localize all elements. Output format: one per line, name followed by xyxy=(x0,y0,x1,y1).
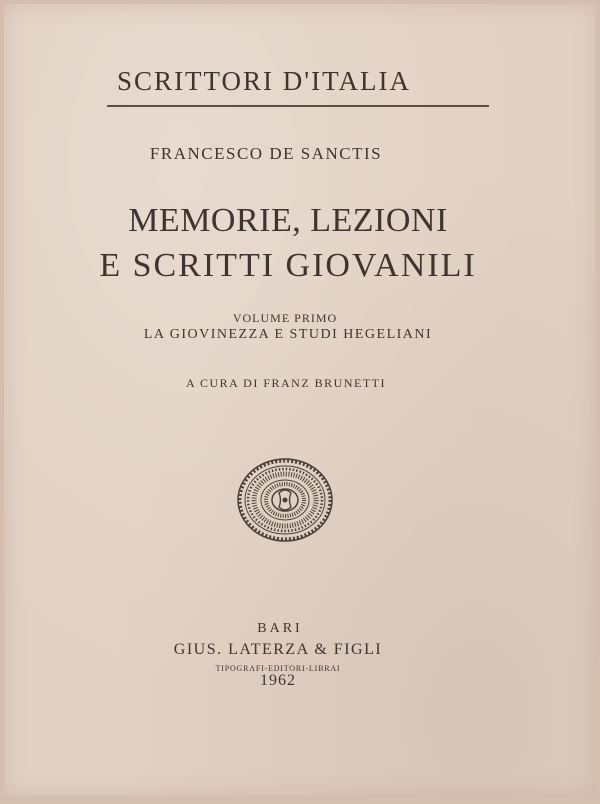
editor-credit: A CURA DI FRANZ BRUNETTI xyxy=(185,376,386,390)
book-cover xyxy=(4,4,596,796)
book-title-line-2: E SCRITTI GIOVANILI xyxy=(99,247,477,284)
publication-year: 1962 xyxy=(260,672,296,689)
book-title-line-1: MEMORIE, LEZIONI xyxy=(128,202,448,239)
publication-place: BARI xyxy=(257,621,303,636)
divider-rule xyxy=(107,105,489,107)
publisher-seal-icon xyxy=(236,457,334,543)
publisher-trade: TIPOGRAFI-EDITORI-LIBRAI xyxy=(215,664,341,673)
publisher-name: GIUS. LATERZA & FIGLI xyxy=(173,641,383,658)
volume-subtitle: LA GIOVINEZZA E STUDI HEGELIANI xyxy=(143,327,433,342)
author-name: FRANCESCO DE SANCTIS xyxy=(149,144,383,163)
volume-label: VOLUME PRIMO xyxy=(232,311,338,325)
series-title: SCRITTORI D'ITALIA xyxy=(117,66,411,96)
